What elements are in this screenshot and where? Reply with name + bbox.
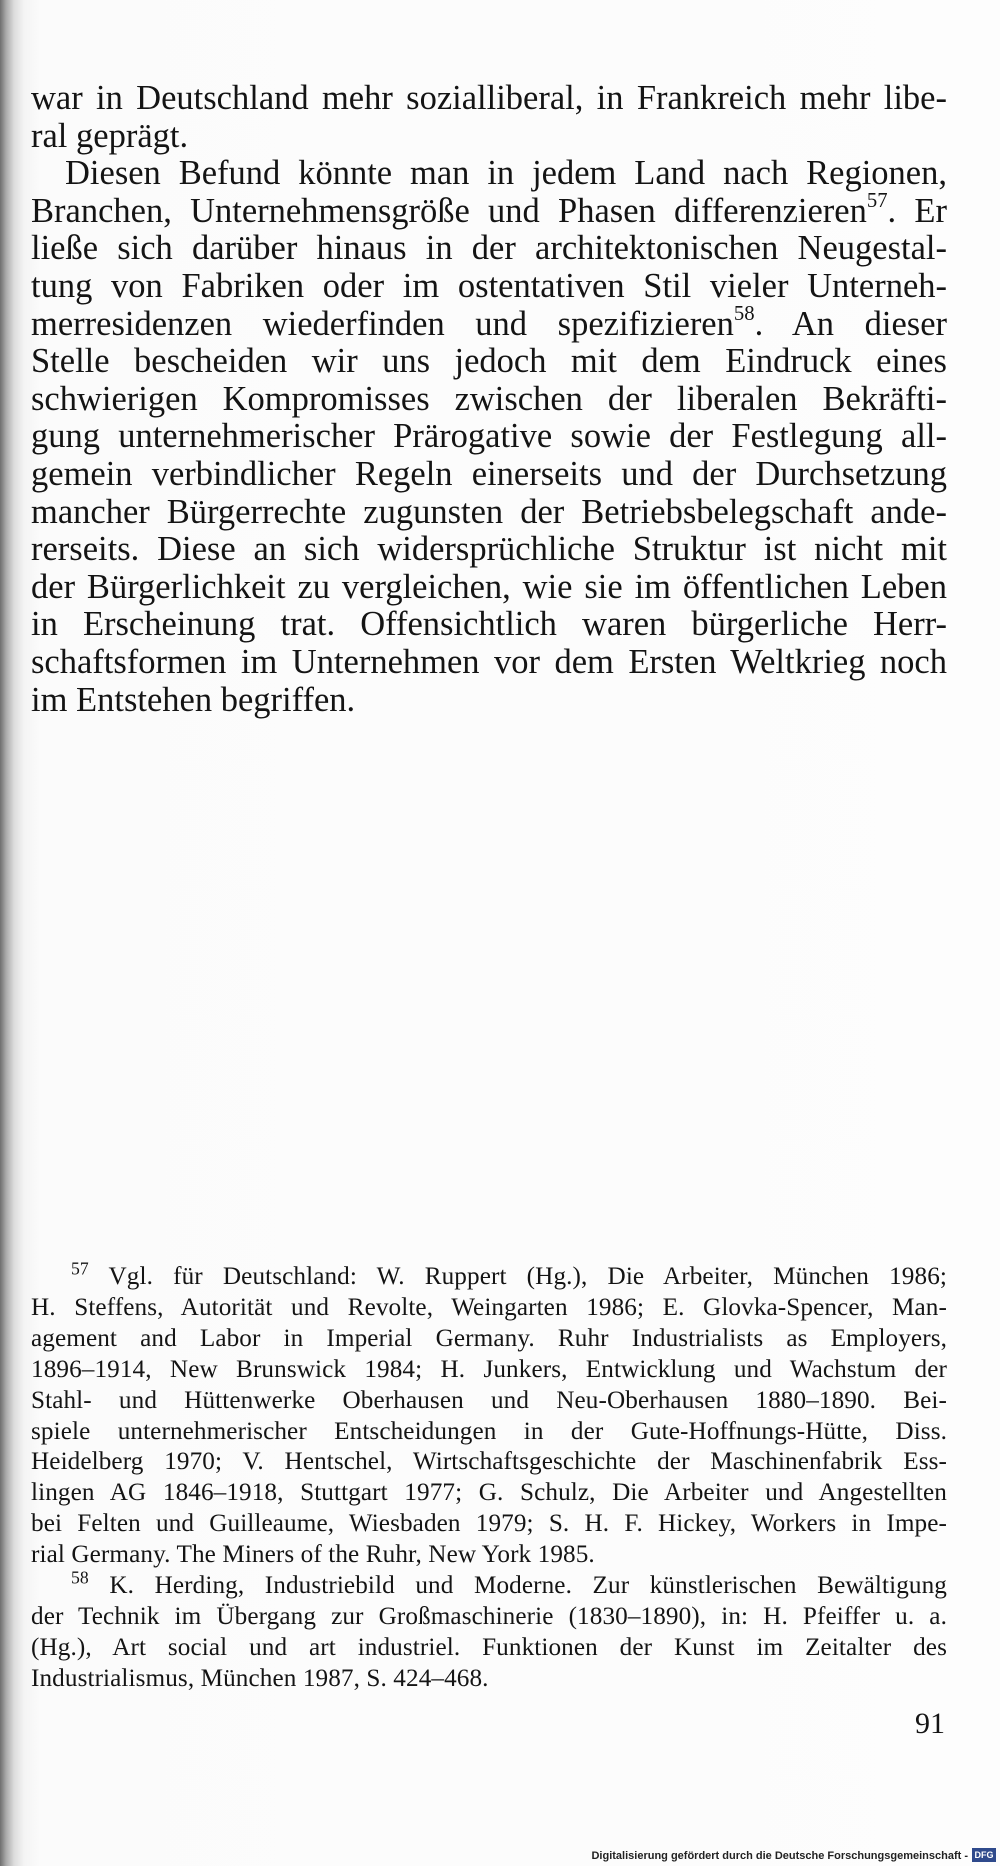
footnote-line: Industrialismus, München 1987, S. 424–468. [31,1664,489,1692]
footnote-ref-58[interactable]: 58 [733,302,755,325]
body-line: rerseits. Diese an sich widersprüchliche Struktur ist nicht mit [31,530,947,569]
footnote-line: H. Steffens, Autorität und Revolte, Weingarten 1986; E. Glovka-Spencer, Man- [31,1293,947,1321]
body-line: mancher Bürgerrechte zugunsten der Betriebsbelegschaft ande- [31,492,947,531]
footnote-57 [31,1258,947,1571]
footnote-line: agement and Labor in Imperial Germany. Ruhr Industrialists as Employers, [31,1324,947,1352]
page-number: 91 [915,1707,945,1740]
body-line: gung unternehmerischer Prärogative sowie der Festlegung all- [31,417,947,456]
footnote-line: 1896–1914, New Brunswick 1984; H. Junkers, Entwicklung und Wachstum der [31,1355,947,1383]
footnote-line: Heidelberg 1970; V. Hentschel, Wirtschaftsgeschichte der Maschinenfabrik Ess- [31,1448,947,1476]
footnote-line: lingen AG 1846–1918, Stuttgart 1977; G. Schulz, Die Arbeiter und Angestellten [31,1479,947,1507]
footnote-number: 58 [71,1567,89,1588]
body-line-text: Branchen, Unternehmensgröße und Phasen differenzieren [31,191,867,230]
body-line: schwierigen Kompromisses zwischen der liberalen Bekräfti- [31,379,947,418]
body-line [31,189,947,231]
footnote-number: 57 [71,1258,89,1279]
body-line: schaftsformen im Unternehmen vor dem Ersten Weltkrieg noch [31,642,947,681]
body-line: in Erscheinung trat. Offensichtlich waren bürgerliche Herr- [31,605,947,644]
body-text [31,80,947,719]
footnote-line: (Hg.), Art social und art industriel. Funktionen der Kunst im Zeitalter des [31,1633,947,1661]
body-line: ließe sich darüber hinaus in der architektonischen Neugestal- [31,229,947,268]
body-line-tail: . Er [887,191,947,230]
footnote-line [31,1258,947,1293]
dfg-logo: DFG [972,1848,996,1862]
footnote-line: der Technik im Übergang zur Großmaschinerie (1830–1890), in: H. Pfeiffer u. a. [31,1602,947,1630]
body-line: ral geprägt. [31,116,189,155]
footnote-line: Stahl- und Hüttenwerke Oberhausen und Neu-Oberhausen 1880–1890. Bei- [31,1386,947,1414]
body-line [31,302,947,344]
body-line: im Entstehen begriffen. [31,680,356,719]
footnote-line: rial Germany. The Miners of the Ruhr, New York 1985. [31,1541,595,1569]
paragraph-start-line: Diesen Befund könnte man in jedem Land nach Regionen, [65,154,947,193]
footnote-line [31,1567,947,1602]
body-line: war in Deutschland mehr sozialliberal, in Frankreich mehr libe- [31,79,947,117]
body-line-text: merresidenzen wiederfinden und spezifizieren [31,304,734,343]
footnote-ref-57[interactable]: 57 [866,189,888,212]
footnote-line: spiele unternehmerischer Entscheidungen in der Gute-Hoffnungs-Hütte, Diss. [31,1417,947,1445]
footnote-line-text: Vgl. für Deutschland: W. Ruppert (Hg.), Die Arbeiter, München 1986; [88,1263,947,1290]
body-line: tung von Fabriken oder im ostentativen Stil vieler Unterneh- [31,266,947,305]
footnotes [31,1258,947,1695]
footnote-line-text: K. Herding, Industriebild und Moderne. Zur künstlerischen Bewältigung [88,1572,947,1600]
body-line: gemein verbindlicher Regeln einerseits und der Durchsetzung [31,454,947,493]
footnote-line: bei Felten und Guilleaume, Wiesbaden 1979; S. H. F. Hickey, Workers in Impe- [31,1510,947,1538]
body-line: der Bürgerlichkeit zu vergleichen, wie sie im öffentlichen Leben [31,567,947,606]
digitization-credit: Digitalisierung gefördert durch die Deutsche Forschungsgemeinschaft - [591,1850,968,1862]
footnote-58 [31,1567,947,1695]
body-line-tail: . An dieser [754,304,947,343]
body-line: Stelle bescheiden wir uns jedoch mit dem Eindruck eines [31,342,947,381]
